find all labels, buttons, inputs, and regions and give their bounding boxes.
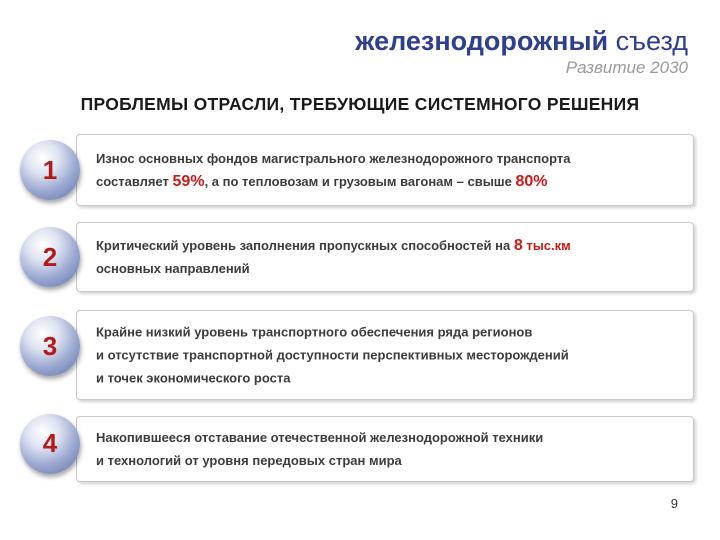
page-title: ПРОБЛЕМЫ ОТРАСЛИ, ТРЕБУЮЩИЕ СИСТЕМНОГО РЕШЕНИЯ: [80, 94, 640, 114]
brand-title-bold: железнодорожный: [355, 26, 609, 56]
brand-subtitle: Развитие 2030: [565, 58, 688, 77]
problem-item-2: [20, 222, 700, 292]
problem-text: Крайне низкий уровень транспортного обеспечения ряда регионов и отсутствие транспортной доступности перспективных месторождений и точек экономического роста: [96, 324, 569, 386]
brand-title: [355, 26, 688, 56]
highlight-unit: тыс.км: [522, 238, 571, 253]
number-badge: 4: [20, 414, 80, 474]
problem-item-3: [20, 310, 700, 400]
brand-title-light: съезд: [615, 26, 688, 56]
problem-item-4: [20, 416, 700, 482]
highlight-value: 59%: [172, 173, 205, 190]
page-number: 9: [670, 496, 678, 511]
brand-logo: [355, 26, 688, 78]
highlight-value: 80%: [515, 173, 548, 190]
highlight-value: 8: [513, 237, 523, 254]
problem-text: Накопившееся отставание отечественной железнодорожной техники и технологий от уровня передовых стран мира: [96, 430, 544, 468]
problem-text: Износ основных фондов магистрального железнодорожного транспорта составляет 59%, а по тепловозам и грузовым вагонам – свыше 80%: [96, 151, 571, 190]
problem-text: Критический уровень заполнения пропускных способностей на 8 тыс.км основных направлений: [96, 237, 571, 276]
number-badge: 3: [20, 316, 80, 376]
number-badge: 2: [20, 227, 80, 287]
problem-item-1: [20, 134, 700, 206]
number-badge: 1: [20, 140, 80, 200]
